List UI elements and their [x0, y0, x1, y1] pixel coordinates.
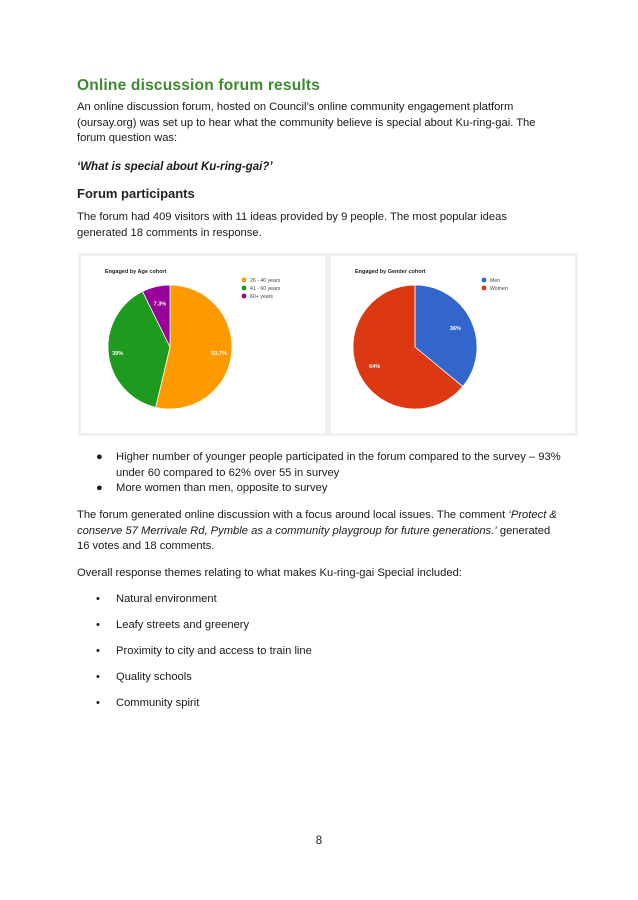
findings-list [96, 450, 566, 497]
charts-figure [78, 253, 578, 436]
legend-label-women: Women [490, 285, 508, 292]
pie-data-label-26-40-years: 53.7% [211, 350, 228, 357]
legend-swatch-26-40-years [242, 278, 247, 283]
gender-pie-chart [331, 256, 575, 433]
themes-list [96, 592, 556, 722]
legend-swatch-women [482, 286, 487, 291]
legend-label-26-40-years: 26 - 40 years [250, 277, 281, 284]
discussion-paragraph: The forum generated online discussion with a focus around local issues. The comment ‘Protect & conserve 57 Merrivale Rd, Pymble as a community playgroup for future generations.’ generated 16 votes and 18 comments. [77, 509, 557, 552]
list-item: • Community spirit [96, 697, 200, 710]
themes-intro: Overall response themes relating to what makes Ku-ring-gai Special included: [77, 567, 462, 579]
list-item: • Leafy streets and greenery [96, 619, 250, 632]
participants-paragraph: The forum had 409 visitors with 11 ideas provided by 9 people. The most popular ideas generated 18 comments in response. [77, 211, 507, 239]
pie-data-label-41-60-years: 39% [112, 350, 124, 357]
legend-swatch-41-60-years [242, 286, 247, 291]
legend-label-men: Men [490, 277, 501, 284]
age-pie-chart [81, 256, 325, 433]
forum-question: ‘What is special about Ku-ring-gai?’ [77, 161, 273, 173]
list-item: ● More women than men, opposite to survey [96, 482, 328, 494]
legend-label-41-60-years: 41 - 60 years [250, 285, 281, 292]
list-item: • Proximity to city and access to train line [96, 645, 312, 658]
page-number: 8 [315, 835, 323, 847]
legend-swatch-60-years [242, 294, 247, 299]
age-chart-title: Engaged by Age cohort [105, 269, 167, 275]
quoted-comment: ‘Protect & conserve 57 Merrivale Rd, Pymble as a community playgroup for future generations.’ [77, 509, 557, 537]
list-item: • Natural environment [96, 593, 217, 605]
pie-data-label-men: 36% [449, 326, 461, 332]
gender-chart-panel [331, 256, 575, 433]
list-item: ● Higher number of younger people participated in the forum compared to the survey – 93% under 60 compared to 62% over 55 in survey [96, 451, 561, 479]
intro-paragraph: An online discussion forum, hosted on Council’s online community engagement platform (oursay.org) was set up to hear what the community believe is special about Ku-ring-gai. The forum question was: [77, 101, 536, 144]
list-item: • Quality schools [96, 671, 192, 684]
section-title: Online discussion forum results [77, 77, 321, 94]
participants-heading: Forum participants [77, 186, 195, 201]
legend-swatch-men [482, 278, 487, 283]
legend-label-60-years: 60+ years [250, 293, 273, 300]
pie-data-label-women: 64% [369, 364, 381, 370]
pie-data-label-60-years: 7.3% [153, 301, 167, 308]
gender-chart-title: Engaged by Gender cohort [355, 269, 426, 275]
age-chart-panel [81, 256, 325, 433]
